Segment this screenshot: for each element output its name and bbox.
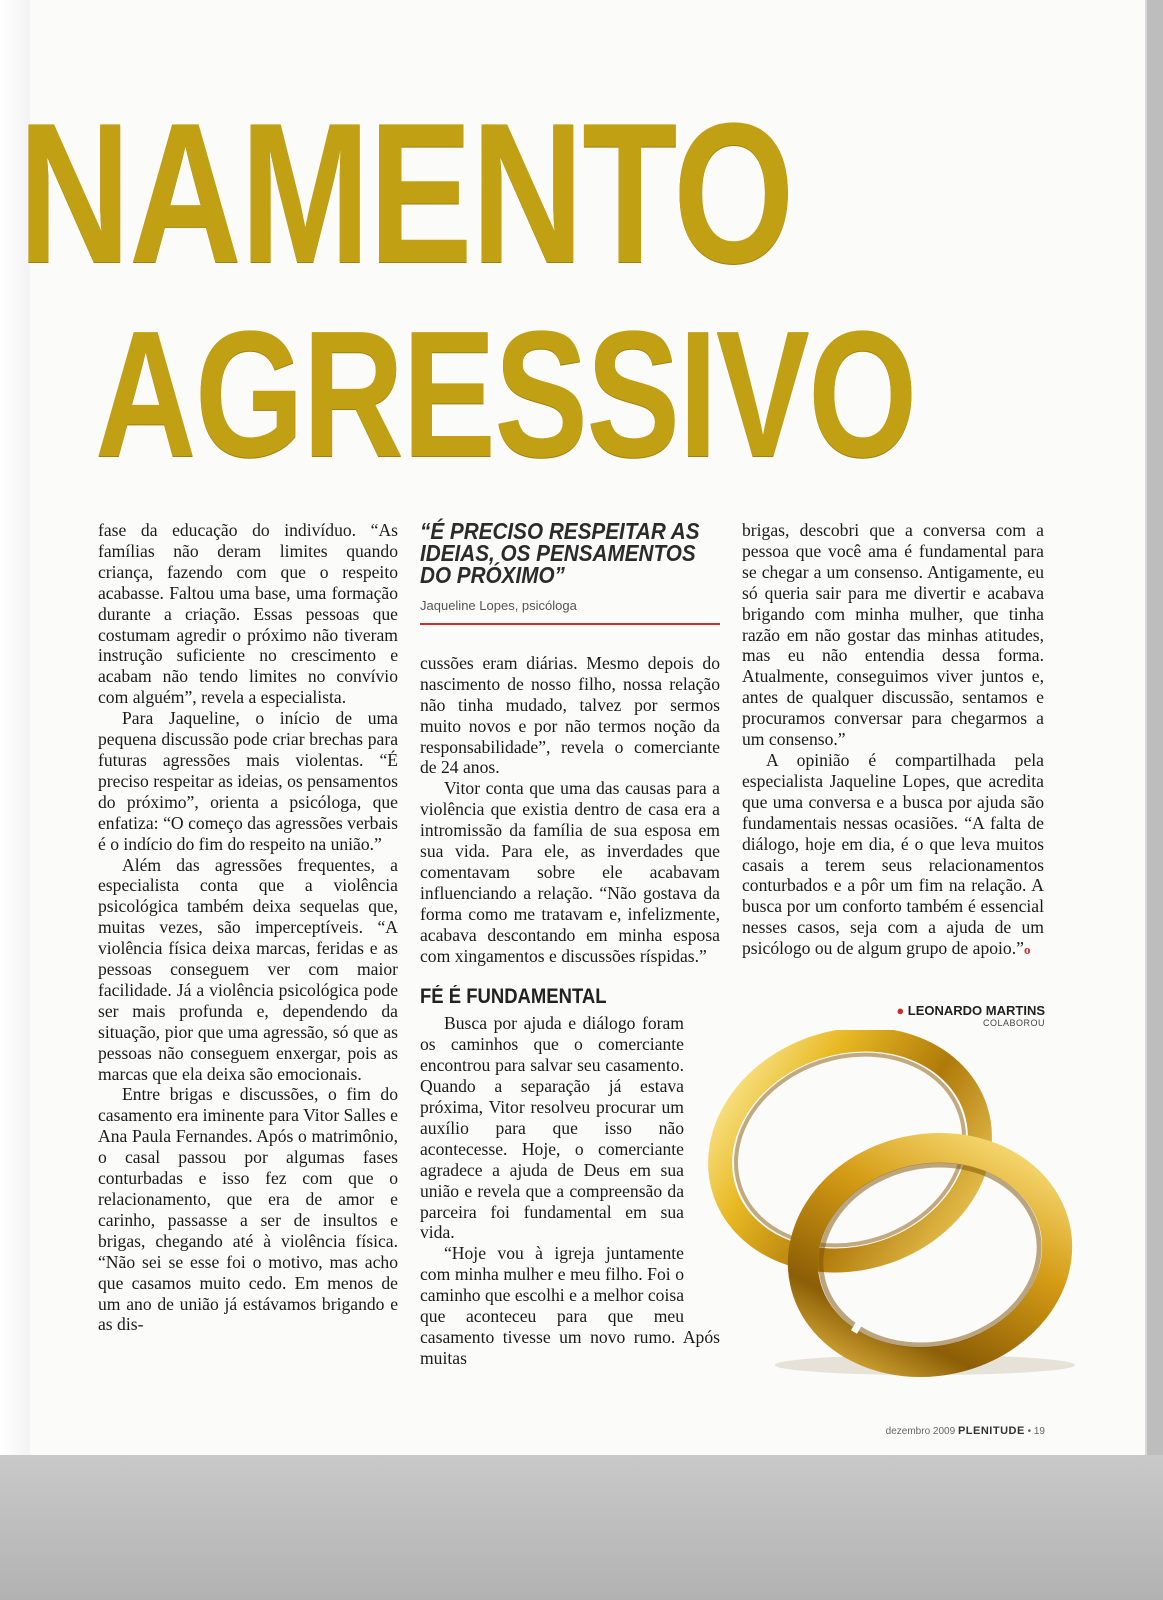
wedding-rings-image <box>700 1030 1080 1380</box>
paragraph: Para Jaqueline, o início de uma pequena discussão pode criar brechas para futuras agressões mais violentas. “É preciso respeitar as ideias, os pensamentos do próximo”, orienta a psicóloga, que enfatiza: “O começo das agressões verbais é o indício do fim do respeito na união.” <box>98 708 398 854</box>
page-footer <box>845 1425 1045 1437</box>
pull-quote-box <box>420 520 720 625</box>
column-3 <box>742 520 1044 961</box>
headline-line-2: AGRESSIVO <box>95 294 916 495</box>
paragraph: brigas, descobri que a conversa com a pessoa que você ama é fundamental para se chegar a um consenso. Antigamente, eu só queria sair para me divertir e acabava brigando com minha mulher, que tinha razão em não gostar das minhas atitudes, mas eu não entendia dessa forma. Atualmente, conseguimos viver juntos e, antes de qualquer discussão, sentamos e procuramos conversar para chegarmos a um consenso.” <box>742 520 1044 750</box>
paragraph: Entre brigas e discussões, o fim do casamento era iminente para Vitor Salles e Ana Paula Fernandes. Após o matrimônio, o casal passou por algumas fases conturbadas e isso fez com que o relacionamento, que era de amor e carinho, passasse a ser de insultos e brigas, chegando até à violência física. “Não sei se esse foi o motivo, mas acho que casamos muito cedo. Em menos de um ano de união já estávamos brigando e as dis- <box>98 1084 398 1335</box>
footer-separator: • <box>1027 1426 1032 1437</box>
byline <box>875 1003 1045 1028</box>
paragraph: Vitor conta que uma das causas para a violência que existia dentro de casa era a intromissão da família de sua esposa em sua vida. Para ele, as inverdades que comentavam sobre ele acabavam influenciando a relação. “Não gostava da forma como me tratavam e, infelizmente, acabava descontando em minha esposa com xingamentos e discussões ríspidas.” <box>420 778 720 966</box>
column-1 <box>98 520 398 1335</box>
paragraph: cussões eram diárias. Mesmo depois do nascimento de nosso filho, nossa relação não tinha mudado, talvez por sermos muito novos e por não termos noção da responsabilidade”, revela o comerciante de 24 anos. <box>420 652 720 778</box>
pull-quote: “É PRECISO RESPEITAR AS IDEIAS, OS PENSAMENTOS DO PRÓXIMO” <box>420 518 700 588</box>
end-mark-icon: o <box>1023 942 1031 958</box>
byline-name <box>875 1003 1045 1018</box>
author-name: LEONARDO MARTINS <box>907 1003 1045 1018</box>
footer-magazine: PLENITUDE <box>957 1425 1025 1437</box>
paragraph: fase da educação do indivíduo. “As famílias não deram limites quando criança, fazendo com que o respeito acabasse. Faltou uma base, uma formação durante a criação. Essas pessoas que costumam agredir o próximo não tiveram instrução suficiente no crescimento e acabam não tendo limites no convívio com alguém”, revela a especialista. <box>98 520 398 708</box>
byline-role: COLABOROU <box>982 1018 1045 1028</box>
paragraph: Busca por ajuda e diálogo foram os caminhos que o comerciante encontrou para salvar seu casamento. Quando a separação já estava próxima, Vitor resolveu procurar um auxílio para que isso não acontecesse. Hoje, o comerciante agradece a ajuda de Deus em sua união e revela que a compreensão da parceira foi fundamental em sua vida. <box>420 1013 684 1243</box>
paragraph-text: A opinião é compartilhada pela especialista Jaqueline Lopes, que acredita que uma conversa e a busca por ajuda são fundamentais nessas ocasiões. “A falta de diálogo, hoje em dia, é o que leva muitos casais a terem seus relacionamentos conturbados e a pôr um fim na relação. A busca por um conforto também é essencial nesses casos, seja com a ajuda de um psicólogo ou de algum grupo de apoio.” <box>742 749 1044 959</box>
paragraph: “Hoje vou à igreja juntamente com minha mulher e meu filho. Foi o caminho que escolhi e a melhor coisa que aconteceu para que meu casamento tivesse um novo rumo. Após muitas <box>420 1243 720 1368</box>
paragraph: Além das agressões frequentes, a especialista conta que a violência psicológica também deixa sequelas que, muitas vezes, são imperceptíveis. “A violência física deixa marcas, feridas e as pessoas conseguem ver com maior facilidade. Já a violência psicológica pode ser mais profunda e, dependendo da situação, pior que uma agressão, só que as pessoas não conseguem enxergar, pois as marcas que ela deixa são emocionais. <box>98 854 398 1084</box>
pull-quote-credit: Jaqueline Lopes, psicóloga <box>420 598 577 613</box>
paragraph <box>742 750 1044 961</box>
scan-background <box>0 1455 1163 1600</box>
column-2 <box>420 520 720 1369</box>
column-2-body <box>420 653 720 1369</box>
footer-date: dezembro 2009 <box>885 1426 956 1437</box>
bullet-icon: ● <box>896 1003 908 1018</box>
section-subhead: FÉ É FUNDAMENTAL <box>420 984 607 1008</box>
footer-page-number: 19 <box>1033 1426 1045 1437</box>
headline-line-1: NAMENTO <box>18 82 793 305</box>
